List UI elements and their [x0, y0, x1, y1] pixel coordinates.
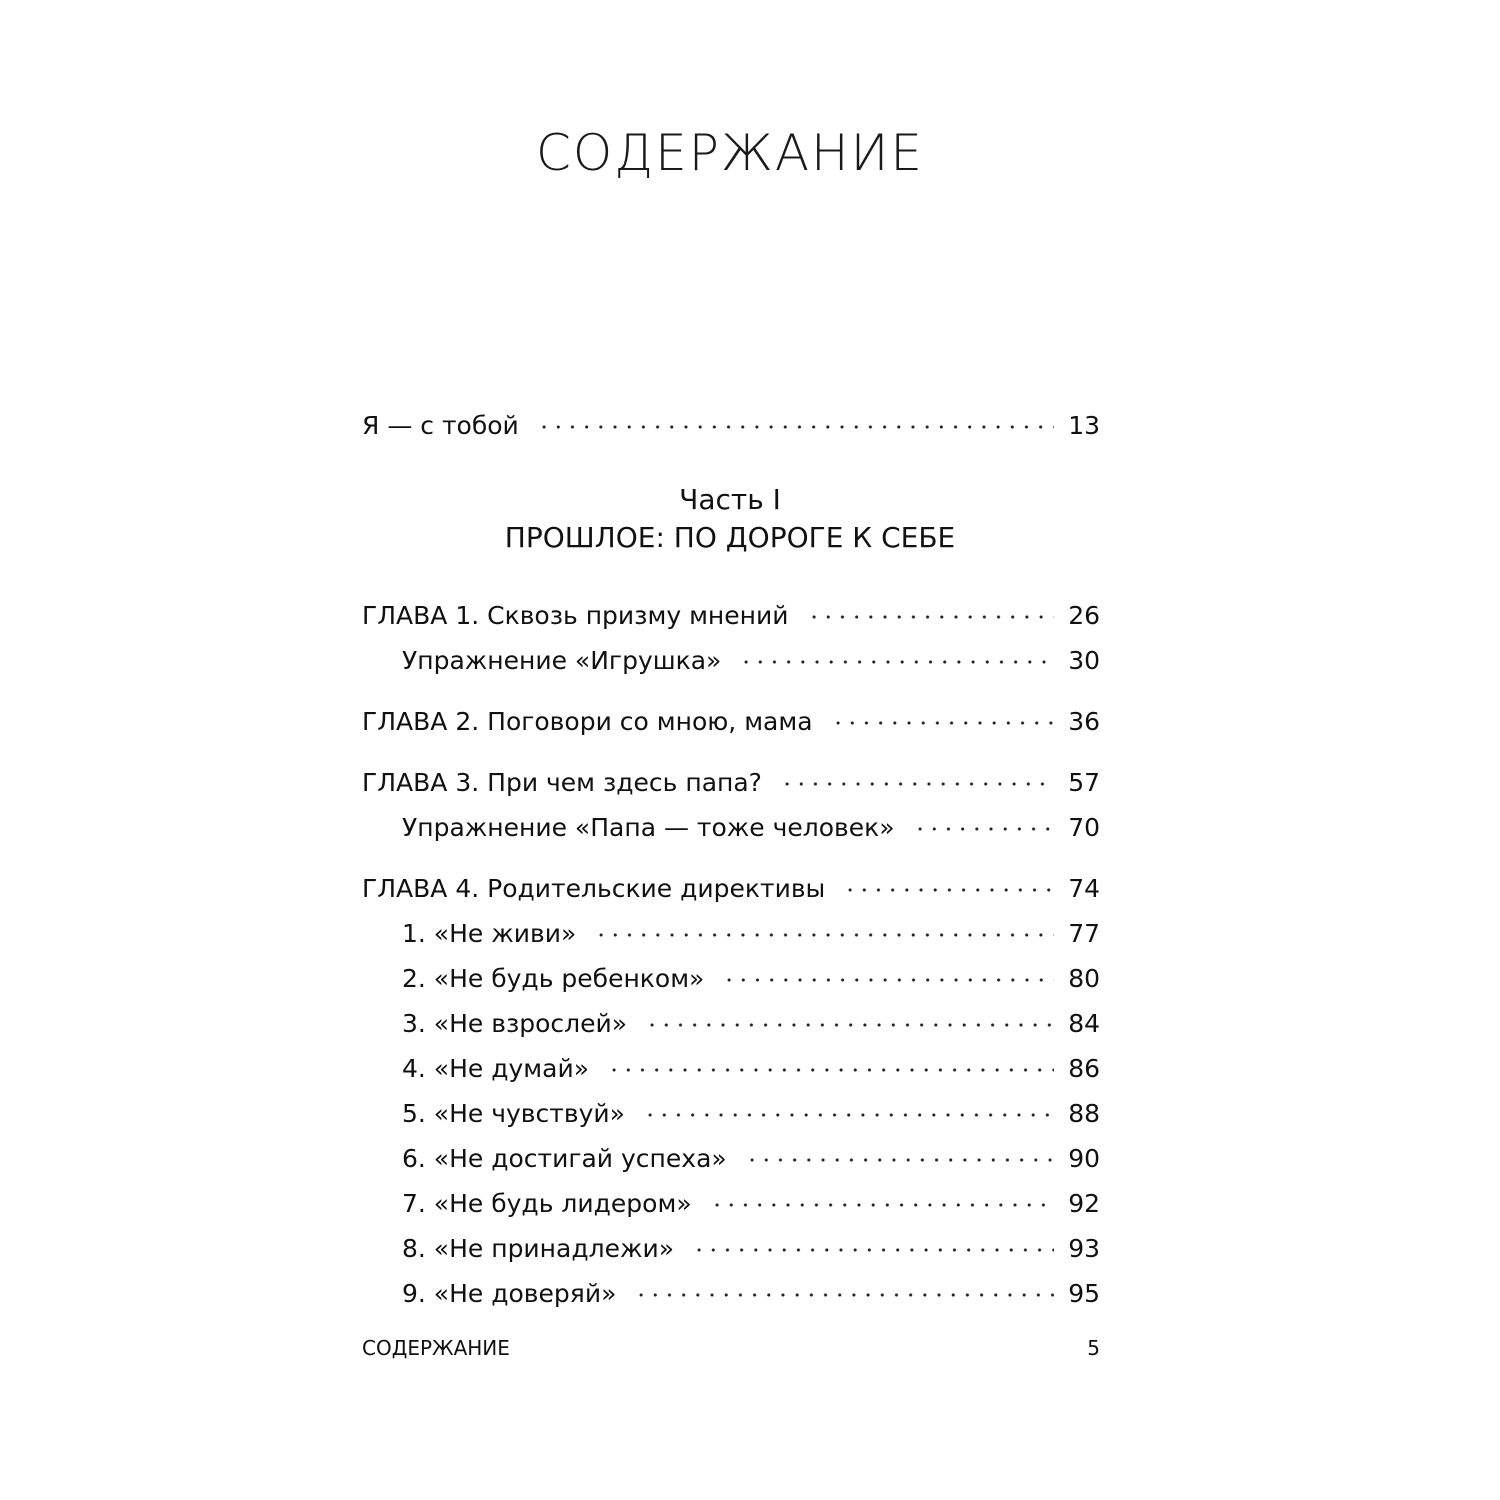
- toc-subentry[interactable]: [362, 800, 1100, 842]
- toc-chapter-3[interactable]: [362, 755, 1100, 797]
- toc-chapter-label: ГЛАВА 3. При чем здесь папа?: [362, 768, 762, 797]
- running-head: СОДЕРЖАНИЕ: [362, 1336, 510, 1360]
- toc-chapter-page: 26: [1068, 601, 1100, 630]
- dot-leader: [807, 588, 1055, 624]
- toc-chapter-page: 74: [1068, 874, 1100, 903]
- toc-subentry-label: 5. «Не чувствуй»: [402, 1099, 625, 1128]
- dot-leader: [594, 906, 1054, 942]
- toc-subentry-page: 93: [1068, 1234, 1100, 1263]
- part-number: Часть I: [679, 483, 781, 516]
- toc-subentry-label: Упражнение «Папа — тоже человек»: [402, 813, 895, 842]
- page-title: СОДЕРЖАНИЕ: [536, 124, 924, 182]
- toc-subentry-label: 7. «Не будь лидером»: [402, 1189, 692, 1218]
- toc-subentry[interactable]: [362, 1176, 1100, 1218]
- toc-entry-label: Я — с тобой: [362, 411, 519, 440]
- toc-subentry-label: 8. «Не принадлежи»: [402, 1234, 675, 1263]
- toc-subentry[interactable]: [362, 906, 1100, 948]
- dot-leader: [913, 800, 1055, 836]
- toc-subentry[interactable]: [362, 996, 1100, 1038]
- toc-subentry-page: 88: [1068, 1099, 1100, 1128]
- toc-subentry[interactable]: [362, 1086, 1100, 1128]
- toc-subentry-label: 9. «Не доверяй»: [402, 1279, 617, 1308]
- toc-subentry-page: 90: [1068, 1144, 1100, 1173]
- dot-leader: [843, 861, 1054, 897]
- dot-leader: [745, 1131, 1055, 1167]
- dot-leader: [710, 1176, 1055, 1212]
- dot-leader: [722, 951, 1054, 987]
- toc-chapter-4[interactable]: [362, 861, 1100, 903]
- dot-leader: [537, 398, 1054, 434]
- toc-subentry-page: 95: [1068, 1279, 1100, 1308]
- toc-subentry[interactable]: [362, 951, 1100, 993]
- toc-chapter-1[interactable]: [362, 588, 1100, 630]
- toc-chapter-label: ГЛАВА 1. Сквозь призму мнений: [362, 601, 789, 630]
- toc-subentry-page: 70: [1068, 813, 1100, 842]
- toc-subentry-label: 1. «Не живи»: [402, 919, 577, 948]
- dot-leader: [692, 1221, 1054, 1257]
- toc-entry-intro[interactable]: [362, 398, 1100, 440]
- page-number: 5: [1087, 1336, 1100, 1360]
- dot-leader: [607, 1041, 1054, 1077]
- dot-leader: [645, 996, 1054, 1032]
- toc-subentry-page: 92: [1068, 1189, 1100, 1218]
- part-title: ПРОШЛОЕ: ПО ДОРОГЕ К СЕБЕ: [504, 521, 956, 554]
- toc-subentry[interactable]: [362, 1131, 1100, 1173]
- dot-leader: [634, 1266, 1054, 1302]
- dot-leader: [831, 694, 1055, 730]
- toc-chapter-page: 57: [1068, 768, 1100, 797]
- toc-entry-page: 13: [1068, 411, 1100, 440]
- toc-chapter-page: 36: [1068, 707, 1100, 736]
- toc-subentry-page: 84: [1068, 1009, 1100, 1038]
- toc-subentry-label: Упражнение «Игрушка»: [402, 646, 722, 675]
- toc-subentry-page: 77: [1068, 919, 1100, 948]
- page-footer: [362, 1334, 1100, 1362]
- toc-subentry[interactable]: [362, 1266, 1100, 1308]
- toc-subentry[interactable]: [362, 633, 1100, 675]
- toc-chapter-label: ГЛАВА 2. Поговори со мною, мама: [362, 707, 813, 736]
- toc-subentry[interactable]: [362, 1221, 1100, 1263]
- dot-leader: [739, 633, 1054, 669]
- dot-leader: [780, 755, 1054, 791]
- toc-subentry-page: 86: [1068, 1054, 1100, 1083]
- toc-chapter-2[interactable]: [362, 694, 1100, 736]
- toc-subentry-label: 4. «Не думай»: [402, 1054, 590, 1083]
- toc-subentry-label: 6. «Не достигай успеха»: [402, 1144, 727, 1173]
- toc-chapter-label: ГЛАВА 4. Родительские директивы: [362, 874, 826, 903]
- toc-subentry-page: 30: [1068, 646, 1100, 675]
- toc-subentry-label: 3. «Не взрослей»: [402, 1009, 628, 1038]
- toc-subentry[interactable]: [362, 1041, 1100, 1083]
- toc-subentry-page: 80: [1068, 964, 1100, 993]
- dot-leader: [643, 1086, 1054, 1122]
- toc-subentry-label: 2. «Не будь ребенком»: [402, 964, 705, 993]
